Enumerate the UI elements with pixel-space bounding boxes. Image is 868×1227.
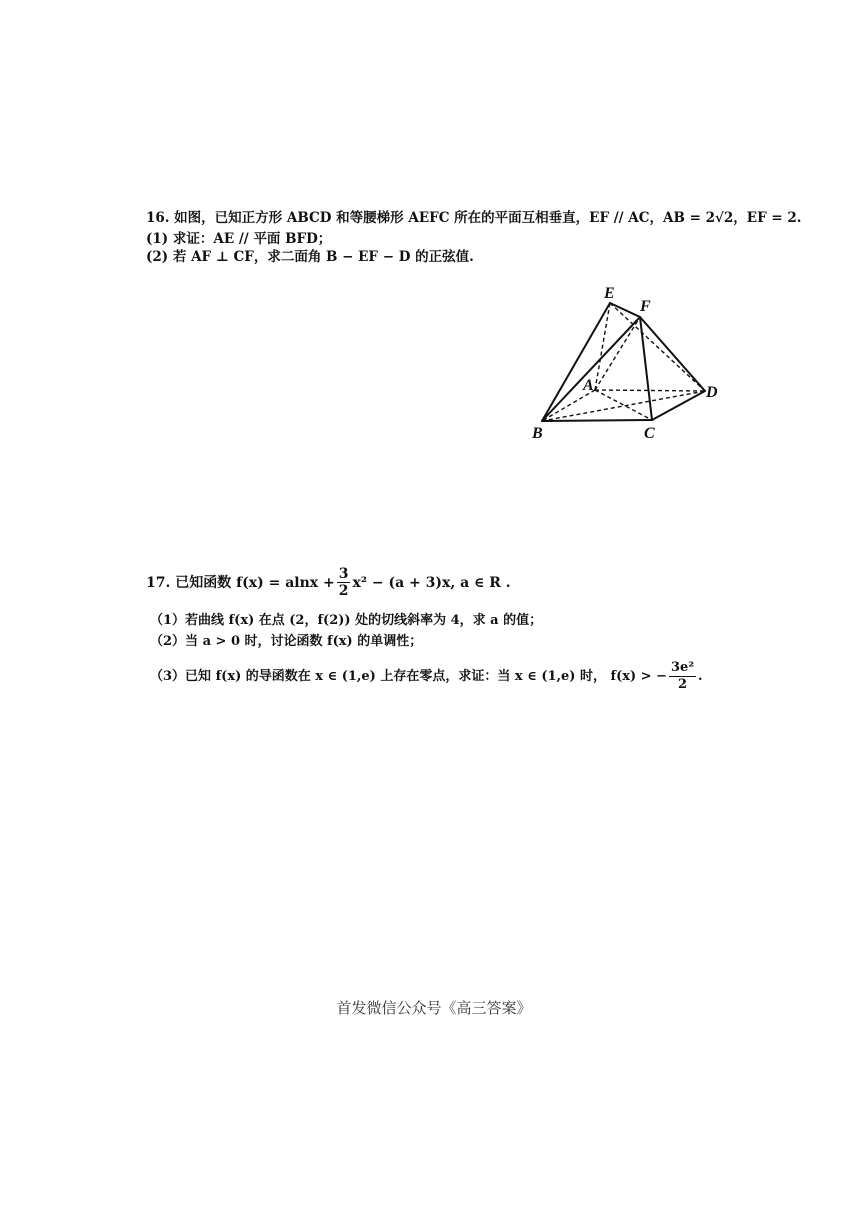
label-C: C: [644, 425, 655, 442]
fraction-denominator: 2: [677, 677, 688, 692]
edge-E-D: [610, 303, 705, 391]
edge-C-D: [652, 391, 705, 420]
fraction-numerator: 3e²: [671, 660, 695, 675]
fraction-numerator: 3: [338, 566, 349, 582]
problem-17-stem-suffix: x² − (a + 3)x, a ∈ R .: [352, 574, 511, 591]
fraction-three-halves: [337, 566, 351, 599]
label-E: E: [604, 285, 615, 302]
edge-F-D: [640, 317, 705, 391]
problem-17-q3-prefix: （3）已知 f(x) 的导函数在 x ∈ (1,e) 上存在零点，求证：当 x ∈ (1,e) 时， f(x) > −: [150, 668, 667, 684]
problem-17-question-3: [150, 660, 703, 693]
label-A: A: [583, 377, 594, 394]
fraction-denominator: 2: [338, 583, 349, 599]
edge-A-D: [595, 390, 705, 391]
problem-16-question-2: (2) 若 AF ⊥ CF，求二面角 B − EF − D 的正弦值.: [146, 249, 474, 265]
label-F: F: [640, 298, 651, 315]
edge-A-C: [595, 390, 652, 420]
problem-17-question-2: （2）当 a > 0 时，讨论函数 f(x) 的单调性；: [150, 634, 423, 649]
problem-17-question-1: （1）若曲线 f(x) 在点 (2，f(2)) 处的切线斜率为 4，求 a 的值；: [150, 613, 543, 628]
problem-17-stem: [146, 566, 511, 599]
problem-17-stem-prefix: 17. 已知函数 f(x) = alnx +: [146, 574, 335, 591]
footer-caption: 首发微信公众号《高三答案》: [336, 999, 532, 1017]
edge-E-F: [610, 303, 640, 317]
problem-17-q3-suffix: .: [698, 668, 703, 684]
label-B: B: [532, 425, 543, 442]
edge-B-C: [542, 420, 652, 421]
fraction-3e2-over-2: [669, 660, 696, 693]
problem-16-question-1: (1) 求证：AE // 平面 BFD；: [146, 231, 332, 247]
label-D: D: [706, 384, 718, 401]
problem-16-stem: 16. 如图，已知正方形 ABCD 和等腰梯形 AEFC 所在的平面互相垂直，EF // AC，AB = 2√2，EF = 2.: [146, 210, 802, 226]
geometry-figure: [520, 280, 730, 450]
